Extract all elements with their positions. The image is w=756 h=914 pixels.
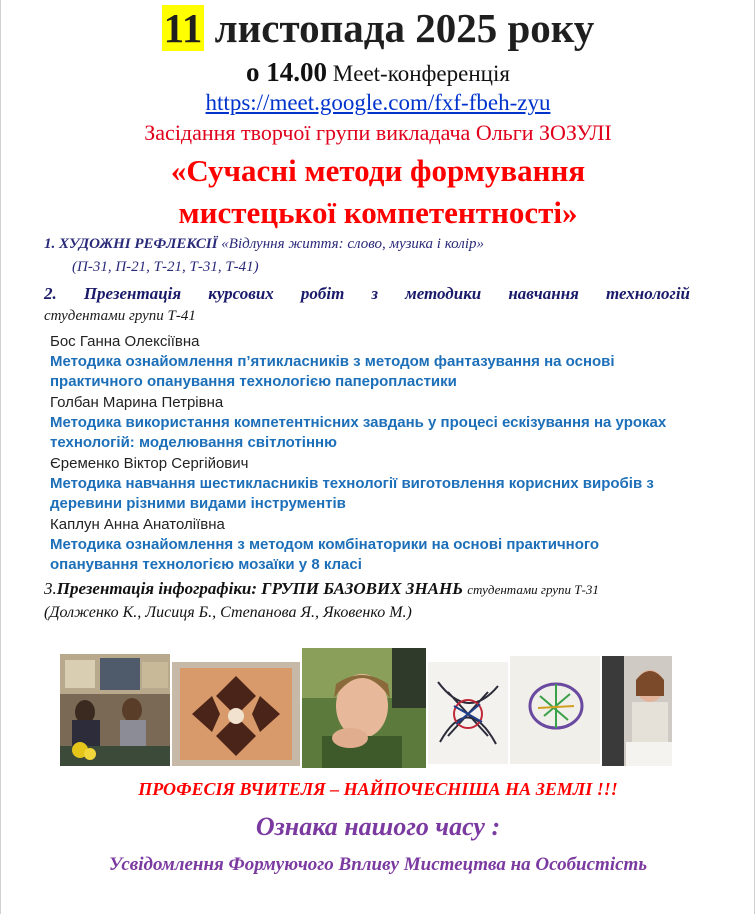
abstract-drawing-photo (428, 662, 508, 764)
meeting-link[interactable]: https://meet.google.com/fxf-fbeh-zyu (205, 90, 551, 115)
session-topic (0, 150, 756, 234)
coursework-title: Методика використання компетентнісних завдань у процесі ескізування на уроках технологій: моделювання світлотінню (50, 414, 667, 451)
student-portrait-photo (302, 648, 426, 768)
time-value: 14.00 (266, 57, 328, 87)
meeting-type: Meet-конференція (332, 61, 510, 86)
meeting-link-line (0, 88, 756, 118)
sign-text: Усвідомлення Формуючого Впливу Мистецтва на Особистість (108, 854, 648, 875)
agenda-item-3-number: 3. (44, 579, 57, 598)
agenda-item-1-groups: (П-31, П-21, Т-21, Т-31, Т-41) (72, 259, 259, 275)
event-time (0, 56, 756, 90)
agenda-item-1-subtitle: «Відлуння життя: слово, музика і колір» (221, 236, 485, 252)
student-name: Каплун Анна Анатоліївна (50, 516, 225, 533)
agenda-item-3-title: Презентація інфографіки: ГРУПИ БАЗОВИХ ЗНАНЬ (56, 579, 464, 598)
student-name: Бос Ганна Олексіївна (50, 333, 200, 350)
sign-title: Ознака нашого часу : (255, 812, 501, 841)
agenda-item-1 (44, 234, 704, 254)
agenda-item-1-title: 1. ХУДОЖНІ РЕФЛЕКСІЇ (44, 236, 218, 252)
coursework-title: Методика ознайомлення з методом комбінаторики на основі практичного опанування технологією мозаїки у 8 класі (50, 536, 600, 573)
student-drawing-photo (510, 656, 600, 764)
student-name: Єременко Віктор Сергійович (50, 455, 249, 472)
topic-line-1: «Сучасні методи формування (170, 153, 586, 188)
coursework-title: Методика ознайомлення п’ятикласників з методом фантазування на основі практичного опанування технологією паперопластики (50, 353, 615, 390)
student-drawing-photo (602, 656, 672, 766)
time-prefix: о (246, 57, 260, 87)
agenda-item-3 (44, 578, 724, 601)
agenda-item-2-subtitle: студентами групи Т-41 (44, 308, 196, 324)
event-date (0, 0, 756, 56)
coursework-title: Методика навчання шестикласників технології виготовлення корисних виробів з деревини різними видами інструментів (50, 475, 654, 512)
ornament-painting-photo (172, 662, 300, 766)
session-title: Засідання творчої групи викладача Ольги ЗОЗУЛІ (144, 120, 612, 145)
agenda-item-2-title: 2. Презентація курсових робіт з методики навчання технологій (44, 284, 690, 303)
classroom-photo (60, 654, 170, 766)
photo-collage (60, 648, 672, 770)
student-name: Голбан Марина Петрівна (50, 394, 224, 411)
topic-line-2: мистецької компетентності» (178, 195, 578, 230)
motto: ПРОФЕСІЯ ВЧИТЕЛЯ – НАЙПОЧЕСНІША НА ЗЕМЛІ !!! (138, 779, 618, 799)
event-day: 11 (163, 5, 203, 51)
agenda-item-3-subtitle: студентами групи Т-31 (467, 582, 599, 597)
event-date-rest: листопада 2025 року (214, 5, 595, 51)
agenda-item-3-authors: (Долженко К., Лисиця Б., Степанова Я., Яковенко М.) (44, 604, 412, 621)
